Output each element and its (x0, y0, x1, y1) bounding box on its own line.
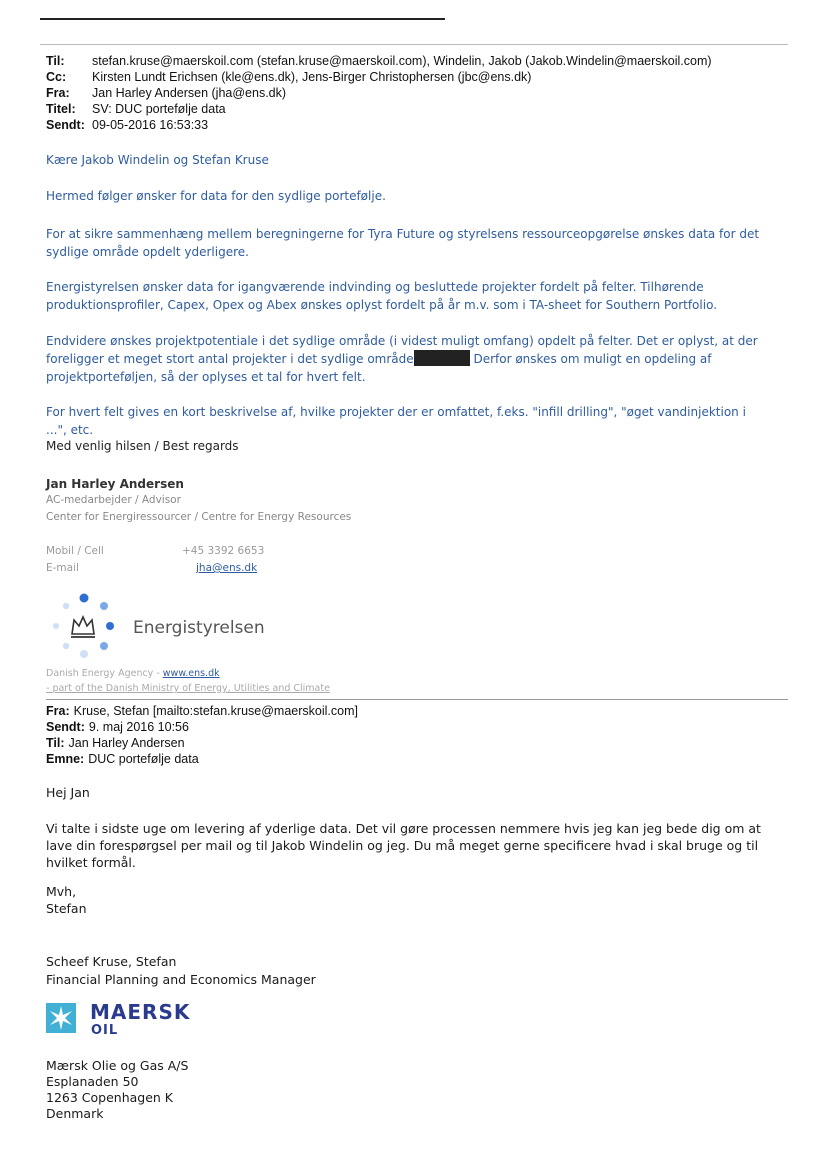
maersk-star-icon (46, 1003, 76, 1033)
maersk-logo-word: MAERSK (90, 1000, 191, 1024)
from-value: Jan Harley Andersen (jha@ens.dk) (92, 86, 287, 100)
signature-department: Center for Energiressourcer / Centre for Energy Resources (46, 511, 352, 523)
company-name: Mærsk Olie og Gas A/S (46, 1058, 189, 1073)
email-link[interactable] (196, 562, 257, 574)
closing-regards: Med venlig hilsen / Best regards (46, 439, 239, 453)
to-value-2: Jan Harley Andersen (68, 736, 185, 750)
to-label: Til: (46, 54, 65, 68)
email-header-2 (46, 703, 358, 767)
paragraph-4-part-2: Derfor ønskes om muligt en opdeling af projektporteføljen, så der oplyses et tal for hvert felt. (46, 352, 712, 384)
subject-label-2: Emne: (46, 752, 85, 766)
agency-link[interactable]: www.ens.dk (162, 668, 220, 679)
signature2-name: Scheef Kruse, Stefan (46, 954, 177, 969)
to-value: stefan.kruse@maerskoil.com (stefan.kruse@maerskoil.com), Windelin, Jakob (Jakob.Windelin@maerskoil.com) (92, 54, 712, 68)
paragraph-1: Hermed følger ønsker for data for den sydlige portefølje. (46, 189, 386, 203)
header-separator (40, 44, 788, 45)
to-label-2: Til: (46, 736, 65, 750)
signature-name: Jan Harley Andersen (46, 477, 184, 491)
to-row (46, 53, 712, 69)
paragraph-4 (46, 332, 766, 386)
forward-separator (46, 699, 788, 700)
paragraph-2: For at sikre sammenhæng mellem beregningerne for Tyra Future og styrelsens ressourceopgørelse ønskes data for det sydlige område opdelt yderligere. (46, 227, 760, 259)
cc-label: Cc: (46, 70, 67, 84)
email-link-text[interactable]: jha@ens.dk (196, 562, 258, 574)
cc-value: Kirsten Lundt Erichsen (kle@ens.dk), Jens-Birger Christophersen (jbc@ens.dk) (92, 70, 532, 84)
signature2-title: Financial Planning and Economics Manager (46, 972, 316, 987)
email-label: E-mail (46, 562, 79, 574)
sent-value-2: 9. maj 2016 10:56 (88, 720, 189, 734)
subject-row-2 (46, 751, 358, 767)
sender-2: Stefan (46, 901, 87, 916)
company-street: Esplanaden 50 (46, 1074, 139, 1089)
subject-value-2: DUC portefølje data (88, 752, 199, 766)
sent-value: 09-05-2016 16:53:33 (92, 118, 209, 132)
paragraph-5: For hvert felt gives en kort beskrivelse af, hvilke projekter der er omfattet, f.eks. "infill drilling", "øget vandinjektion i ...", etc. (46, 405, 746, 437)
paragraph-3: Energistyrelsen ønsker data for igangværende indvinding og besluttede projekter fordelt på felter. Tilhørende produktionsprofiler, Capex, Opex og Abex ønskes oplyst fordelt på år m.v. som i TA-sheet for Southern Portfolio. (46, 280, 718, 312)
agency-prefix: Danish Energy Agency - (46, 668, 163, 679)
salutation: Kære Jakob Windelin og Stefan Kruse (46, 153, 269, 167)
sent-label: Sendt: (46, 118, 85, 132)
mobile-value: +45 3392 6653 (182, 545, 265, 557)
paragraph-4-part-1: Endvidere ønskes projektpotentiale i det sydlige område (i videst muligt omfang) opdelt på felter. Det er oplyst, at der foreligger et meget stort antal projekter i det sydlige område (46, 334, 758, 366)
from-label-2: Fra: (46, 704, 70, 718)
title-row (46, 101, 712, 117)
sent-row-2 (46, 719, 358, 735)
company-city: 1263 Copenhagen K (46, 1090, 174, 1105)
greeting-2: Hej Jan (46, 785, 90, 800)
signature-title: AC-medarbejder / Advisor (46, 494, 181, 506)
energistyrelsen-logo-text: Energistyrelsen (133, 618, 265, 638)
mobile-label: Mobil / Cell (46, 545, 104, 557)
agency-line (46, 668, 220, 679)
sent-row (46, 117, 712, 133)
energistyrelsen-logo-icon (46, 590, 126, 662)
from-row (46, 85, 712, 101)
from-row-2 (46, 703, 358, 719)
company-country: Denmark (46, 1106, 104, 1121)
title-value: SV: DUC portefølje data (92, 102, 226, 116)
title-label: Titel: (46, 102, 76, 116)
cc-row (46, 69, 712, 85)
top-rule (40, 18, 445, 20)
to-row-2 (46, 735, 358, 751)
from-label: Fra: (46, 86, 70, 100)
email-header-1 (46, 53, 712, 133)
closing-2: Mvh, (46, 884, 77, 899)
redaction-box (414, 350, 470, 366)
maersk-logo-sub: OIL (91, 1023, 119, 1038)
message-2-body: Vi talte i sidste uge om levering af yderlige data. Det vil gøre processen nemmere hvis jeg kan jeg bede dig om at lave din forespørgsel per mail og til Jakob Windelin og jeg. Du må meget gerne specificere hvad i skal bruge og til hvilket formål. (46, 821, 761, 870)
ministry-line: - part of the Danish Ministry of Energy, Utilities and Climate (46, 683, 330, 694)
from-value-2: Kruse, Stefan [mailto:stefan.kruse@maerskoil.com] (73, 704, 358, 718)
sent-label-2: Sendt: (46, 720, 85, 734)
